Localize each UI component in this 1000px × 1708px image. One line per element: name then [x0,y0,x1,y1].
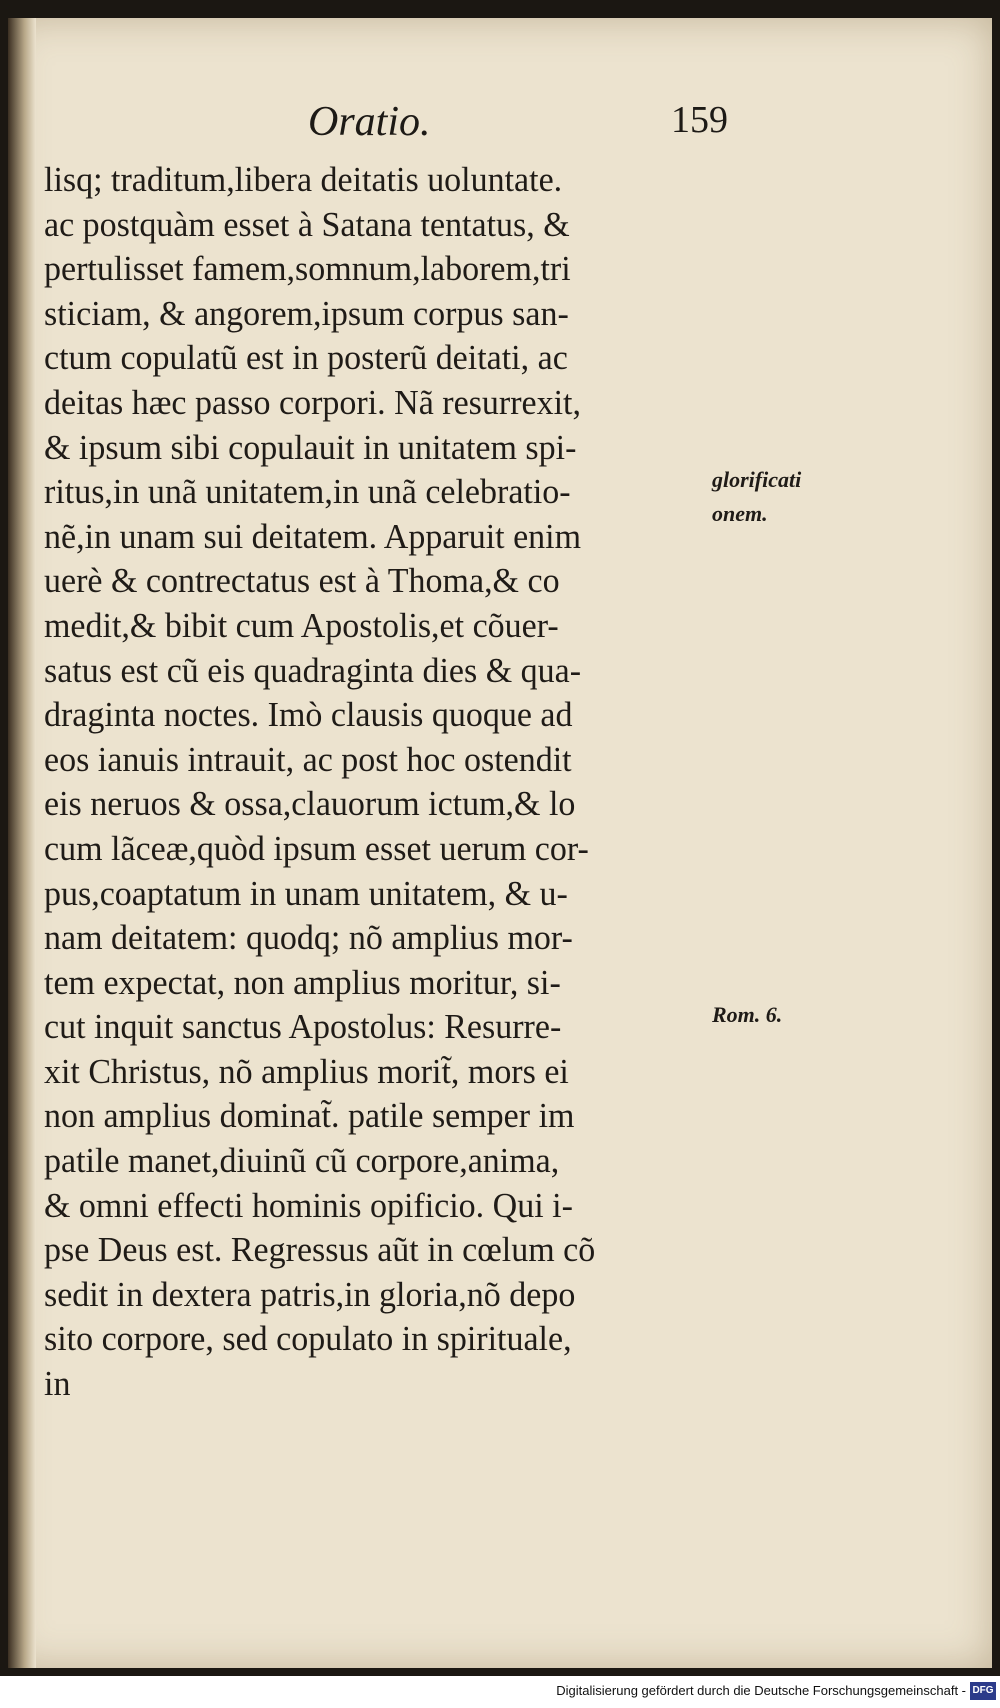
page-header [308,98,728,150]
digitization-footer [0,1676,1000,1708]
text-line: sedit in dextera patris,in gloria,nõ depo [44,1274,576,1314]
text-line: cum lãceæ,quòd ipsum esset uerum cor- [44,828,589,868]
dfg-logo: DFG [970,1682,996,1700]
text-line: nam deitatem: quodq; nõ amplius mor- [44,918,573,958]
text-line: non amplius dominat̃. patile semper im [44,1096,575,1136]
running-title: Oratio. [308,99,431,145]
text-line: medit,& bibit cum Apostolis,et cõuer- [44,605,559,645]
text-line: pse Deus est. Regressus aũt in cœlum cõ [44,1230,596,1270]
text-line: lisq; traditum,libera deitatis uoluntate. [44,160,563,199]
page-gutter [8,18,36,1668]
text-line: ctum copulatũ est in posterũ deitati, ac [44,338,568,378]
text-line: pus,coaptatum in unam unitatem, & u- [44,873,568,913]
text-line: deitas hæc passo corpori. Nã resurrexit, [44,382,581,422]
text-line: in [44,1364,71,1404]
text-line: tem expectat, non amplius moritur, si- [44,962,561,1002]
text-line: pertulisset famem,somnum,laborem,tri [44,249,571,289]
text-line: satus est cũ eis quadraginta dies & qua- [44,650,582,690]
text-line: eis neruos & ossa,clauorum ictum,& lo [44,784,576,824]
text-line: & omni effecti hominis opificio. Qui i- [44,1185,573,1225]
text-line: sticiam, & angorem,ipsum corpus san- [44,293,569,333]
text-line: sito corpore, sed copulato in spirituale, [44,1319,572,1359]
page-number: 159 [671,99,728,141]
margin-note-rom-6: Rom. 6. [712,1002,783,1027]
text-line: nẽ,in unam sui deitatem. Apparuit enim [44,516,582,556]
text-line: draginta noctes. Imò clausis quoque ad [44,695,573,735]
text-line: patile manet,diuinũ cũ corpore,anima, [44,1141,560,1181]
text-line: cut inquit sanctus Apostolus: Resurre- [44,1007,562,1047]
footer-credit: Digitalisierung gefördert durch die Deutsche Forschungsgemeinschaft - [556,1683,966,1698]
book-page [8,18,992,1668]
text-line: xit Christus, nõ amplius morit̃, mors ei [44,1051,569,1091]
body-text [44,158,724,1407]
text-line: eos ianuis intrauit, ac post hoc ostendit [44,739,572,779]
text-line: uerè & contrectatus est à Thoma,& co [44,561,560,601]
margin-note-glorificationem: glorificati onem. [712,467,802,526]
text-line: ac postquàm esset à Satana tentatus, & [44,204,570,244]
text-line: ritus,in unã unitatem,in unã celebratio- [44,472,571,512]
text-line: & ipsum sibi copulauit in unitatem spi- [44,427,577,467]
